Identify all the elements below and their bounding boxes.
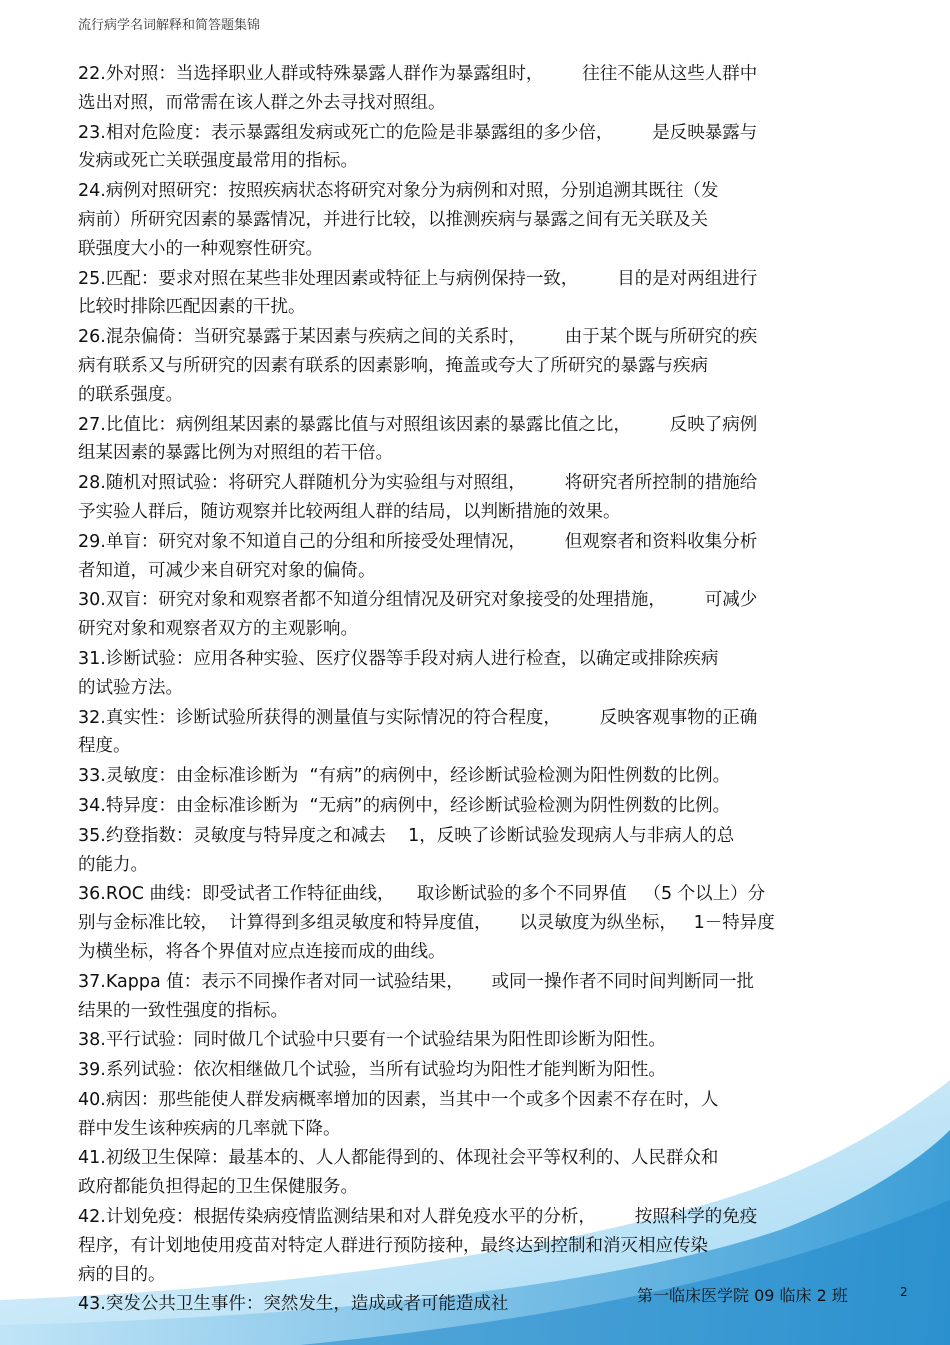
glossary-entry xyxy=(78,469,878,527)
entry-line: 程序，有计划地使用疫苗对特定人群进行预防接种，最终达到控制和消灭相应传染 xyxy=(78,1235,708,1256)
entry-line: 36.ROC 曲线：即受试者工作特征曲线， 取诊断试验的多个不同界值 （5 个以上）分 xyxy=(78,884,766,905)
entry-line: 政府都能负担得起的卫生保健服务。 xyxy=(78,1177,358,1198)
page-number: 2 xyxy=(900,1285,908,1299)
entry-line: 41.初级卫生保障：最基本的、人人都能得到的、体现社会平等权利的、人民群众和 xyxy=(78,1148,719,1169)
entry-line: 42.计划免疫：根据传染病疫情监测结果和对人群免疫水平的分析， 按照科学的免疫 xyxy=(78,1207,758,1228)
entry-line: 的能力。 xyxy=(78,854,148,875)
entry-line: 联强度大小的一种观察性研究。 xyxy=(78,238,323,259)
glossary-entry xyxy=(78,177,878,263)
entry-line: 程度。 xyxy=(78,736,131,757)
entry-line: 者知道，可减少来自研究对象的偏倚。 xyxy=(78,560,376,581)
glossary-entry xyxy=(78,1144,878,1202)
glossary-entry xyxy=(78,411,878,469)
entry-line: 结果的一致性强度的指标。 xyxy=(78,1000,288,1021)
entry-line: 比较时排除匹配因素的干扰。 xyxy=(78,297,306,318)
entry-line: 予实验人群后，随访观察并比较两组人群的结局，以判断措施的效果。 xyxy=(78,501,621,522)
glossary-entry xyxy=(78,119,878,177)
glossary-entry xyxy=(78,704,878,762)
entry-line: 27.比值比：病例组某因素的暴露比值与对照组该因素的暴露比值之比， 反映了病例 xyxy=(78,414,758,435)
glossary-entry xyxy=(78,265,878,323)
entry-line: 43.突发公共卫生事件：突然发生，造成或者可能造成社 xyxy=(78,1294,509,1315)
entry-line: 32.真实性：诊断试验所获得的测量值与实际情况的符合程度， 反映客观事物的正确 xyxy=(78,707,758,728)
entry-line: 30.双盲：研究对象和观察者都不知道分组情况及研究对象接受的处理措施， 可减少 xyxy=(78,590,758,611)
glossary-entry xyxy=(78,323,878,409)
entry-line: 28.随机对照试验：将研究人群随机分为实验组与对照组， 将研究者所控制的措施给 xyxy=(78,473,758,494)
entry-line: 38.平行试验：同时做几个试验中只要有一个试验结果为阳性即诊断为阳性。 xyxy=(78,1030,666,1051)
entry-line: 的联系强度。 xyxy=(78,384,183,405)
entry-line: 发病或死亡关联强度最常用的指标。 xyxy=(78,151,358,172)
glossary-entry xyxy=(78,586,878,644)
footer-class-label: 第一临床医学院 09 临床 2 班 xyxy=(637,1286,848,1305)
entry-line: 病前）所研究因素的暴露情况，并进行比较，以推测疾病与暴露之间有无关联及关 xyxy=(78,209,708,230)
entry-line: 病有联系又与所研究的因素有联系的因素影响，掩盖或夸大了所研究的暴露与疾病 xyxy=(78,355,708,376)
glossary-entry xyxy=(78,1086,878,1144)
entry-line: 选出对照，而常需在该人群之外去寻找对照组。 xyxy=(78,92,446,113)
entry-line: 29.单盲：研究对象不知道自己的分组和所接受处理情况， 但观察者和资料收集分析 xyxy=(78,531,758,552)
entry-line: 34.特异度：由金标准诊断为 “无病”的病例中，经诊断试验检测为阴性例数的比例。 xyxy=(78,795,731,816)
entry-line: 24.病例对照研究：按照疾病状态将研究对象分为病例和对照，分别追溯其既往（发 xyxy=(78,181,719,202)
glossary-entry xyxy=(78,968,878,1026)
glossary-entry xyxy=(78,60,878,118)
entry-line: 病的目的。 xyxy=(78,1264,166,1285)
entry-line: 的试验方法。 xyxy=(78,677,183,698)
entry-line: 31.诊断试验：应用各种实验、医疗仪器等手段对病人进行检查，以确定或排除疾病 xyxy=(78,648,719,669)
entry-line: 39.系列试验：依次相继做几个试验，当所有试验均为阳性才能判断为阳性。 xyxy=(78,1060,666,1081)
document-body xyxy=(78,60,878,1320)
entry-line: 为横坐标，将各个界值对应点连接而成的曲线。 xyxy=(78,941,446,962)
glossary-entry xyxy=(78,792,878,821)
glossary-entry xyxy=(78,645,878,703)
entry-line: 群中发生该种疾病的几率就下降。 xyxy=(78,1118,341,1139)
entry-line: 23.相对危险度：表示暴露组发病或死亡的危险是非暴露组的多少倍， 是反映暴露与 xyxy=(78,122,758,143)
page-header: 流行病学名词解释和简答题集锦 xyxy=(78,18,261,33)
glossary-entry xyxy=(78,822,878,880)
entry-line: 26.混杂偏倚：当研究暴露于某因素与疾病之间的关系时， 由于某个既与所研究的疾 xyxy=(78,327,758,348)
entry-line: 33.灵敏度：由金标准诊断为 “有病”的病例中，经诊断试验检测为阳性例数的比例。 xyxy=(78,766,731,787)
entry-line: 22.外对照：当选择职业人群或特殊暴露人群作为暴露组时， 往往不能从这些人群中 xyxy=(78,64,758,84)
glossary-entry xyxy=(78,1203,878,1289)
entry-line: 组某因素的暴露比例为对照组的若干倍。 xyxy=(78,443,393,464)
entry-line: 别与金标准比较， 计算得到多组灵敏度和特异度值， 以灵敏度为纵坐标， 1－特异度 xyxy=(78,913,775,934)
entry-line: 40.病因：那些能使人群发病概率增加的因素，当其中一个或多个因素不存在时，人 xyxy=(78,1089,719,1110)
glossary-entry xyxy=(78,1056,878,1085)
entry-line: 25.匹配：要求对照在某些非处理因素或特征上与病例保持一致， 目的是对两组进行 xyxy=(78,268,758,289)
glossary-entry xyxy=(78,528,878,586)
glossary-entry xyxy=(78,880,878,966)
entry-line: 37.Kappa 值：表示不同操作者对同一试验结果， 或同一操作者不同时间判断同一批 xyxy=(78,971,755,992)
entry-line: 35.约登指数：灵敏度与特异度之和减去 1，反映了诊断试验发现病人与非病人的总 xyxy=(78,825,735,846)
entry-line: 研究对象和观察者双方的主观影响。 xyxy=(78,619,358,640)
glossary-entry xyxy=(78,1026,878,1055)
glossary-entry xyxy=(78,762,878,791)
